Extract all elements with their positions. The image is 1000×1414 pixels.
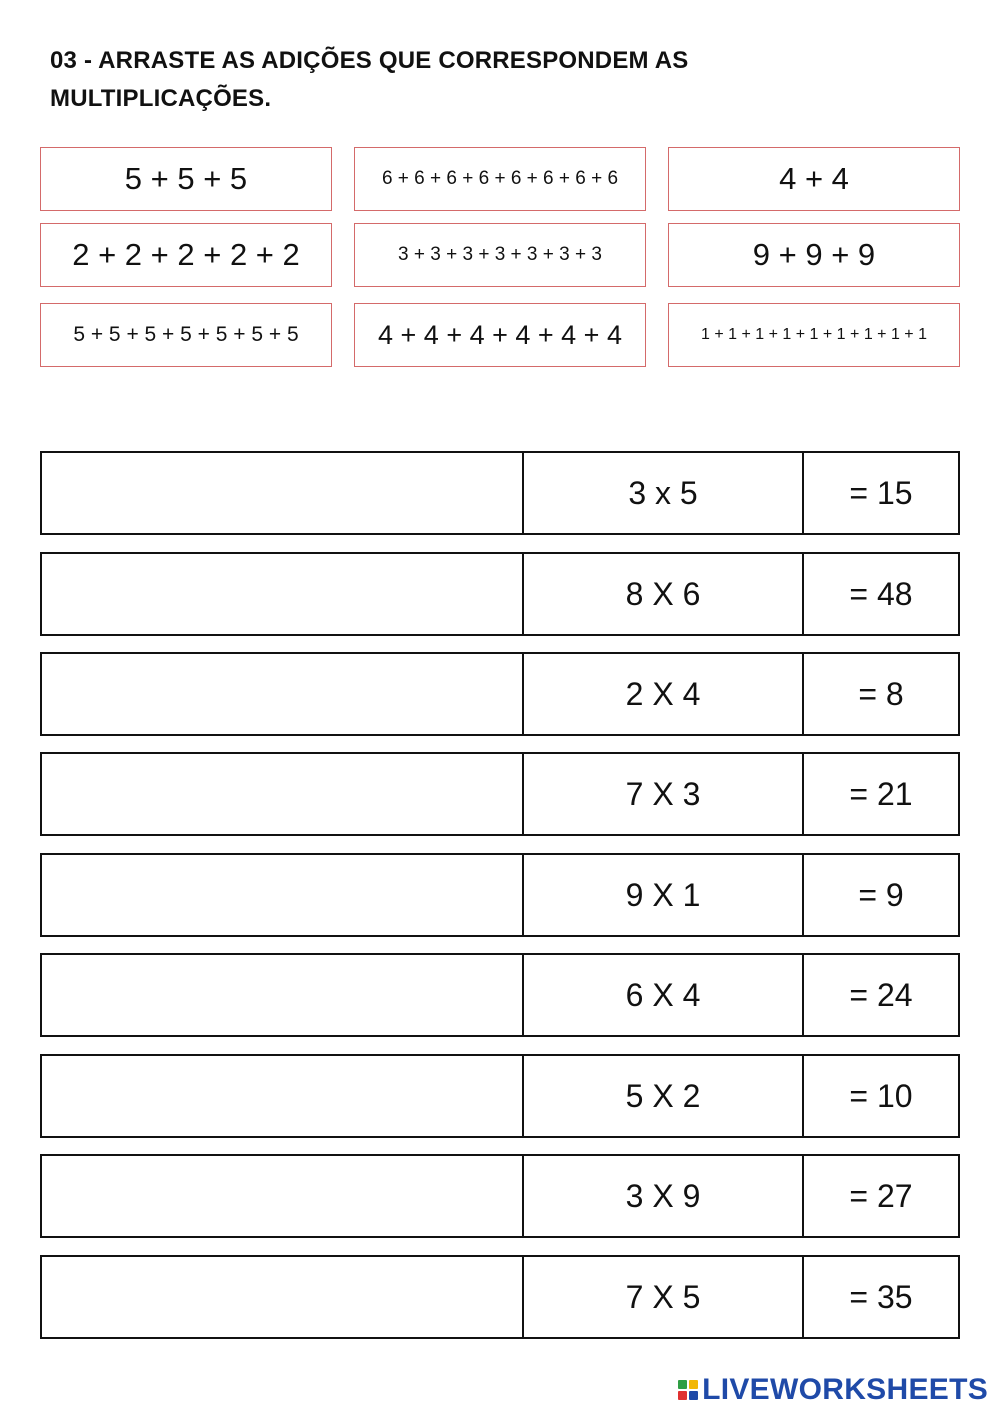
draggable-tile[interactable]: 2 + 2 + 2 + 2 + 2 (40, 223, 332, 287)
result-cell: = 8 (858, 675, 904, 712)
title-line-2: MULTIPLICAÇÕES. (50, 85, 272, 112)
drop-zone[interactable] (42, 955, 524, 1035)
multiplication-cell: 5 X 2 (524, 1056, 804, 1136)
drop-zone[interactable] (42, 1156, 524, 1236)
draggable-tile[interactable]: 4 + 4 + 4 + 4 + 4 + 4 (354, 303, 646, 367)
draggable-tile[interactable]: 1 + 1 + 1 + 1 + 1 + 1 + 1 + 1 + 1 (668, 303, 960, 367)
brand-text: LIVEWORKSHEETS (702, 1373, 988, 1406)
result-cell: = 35 (849, 1278, 913, 1315)
multiplication-cell: 8 X 6 (524, 554, 804, 634)
table-row (40, 552, 960, 636)
drop-zone[interactable] (42, 1056, 524, 1136)
drop-zone[interactable] (42, 654, 524, 734)
drop-zone[interactable] (42, 554, 524, 634)
table-row (40, 1154, 960, 1238)
logo-square (678, 1391, 687, 1400)
result-cell: = 10 (849, 1077, 913, 1114)
drop-zone[interactable] (42, 453, 524, 533)
multiplication-cell: 3 x 5 (524, 453, 804, 533)
result-cell: = 15 (849, 474, 913, 511)
draggable-tile[interactable]: 6 + 6 + 6 + 6 + 6 + 6 + 6 + 6 (354, 147, 646, 211)
logo-square (678, 1380, 687, 1389)
table-row (40, 652, 960, 736)
multiplication-cell: 7 X 3 (524, 754, 804, 834)
result-cell: = 24 (849, 976, 913, 1013)
table-row (40, 451, 960, 535)
liveworksheets-logo (678, 1372, 988, 1408)
table-row (40, 953, 960, 1037)
drop-zone[interactable] (42, 1257, 524, 1337)
title-line-1: 03 - ARRASTE AS ADIÇÕES QUE CORRESPONDEM AS (50, 47, 689, 74)
table-row (40, 853, 960, 937)
multiplication-cell: 2 X 4 (524, 654, 804, 734)
result-cell: = 27 (849, 1177, 913, 1214)
drop-zone[interactable] (42, 754, 524, 834)
table-row (40, 1255, 960, 1339)
logo-square (689, 1380, 698, 1389)
draggable-tile[interactable]: 5 + 5 + 5 + 5 + 5 + 5 + 5 (40, 303, 332, 367)
result-cell: = 21 (849, 775, 913, 812)
table-row (40, 752, 960, 836)
multiplication-cell: 6 X 4 (524, 955, 804, 1035)
multiplication-cell: 3 X 9 (524, 1156, 804, 1236)
exercise-title (50, 42, 810, 118)
draggable-tile[interactable]: 3 + 3 + 3 + 3 + 3 + 3 + 3 (354, 223, 646, 287)
multiplication-cell: 7 X 5 (524, 1257, 804, 1337)
result-cell: = 48 (849, 575, 913, 612)
logo-icon (678, 1380, 698, 1400)
result-cell: = 9 (858, 876, 904, 913)
drop-zone[interactable] (42, 855, 524, 935)
draggable-tile[interactable]: 9 + 9 + 9 (668, 223, 960, 287)
logo-square (689, 1391, 698, 1400)
draggable-tile[interactable]: 5 + 5 + 5 (40, 147, 332, 211)
draggable-tile[interactable]: 4 + 4 (668, 147, 960, 211)
table-row (40, 1054, 960, 1138)
multiplication-cell: 9 X 1 (524, 855, 804, 935)
